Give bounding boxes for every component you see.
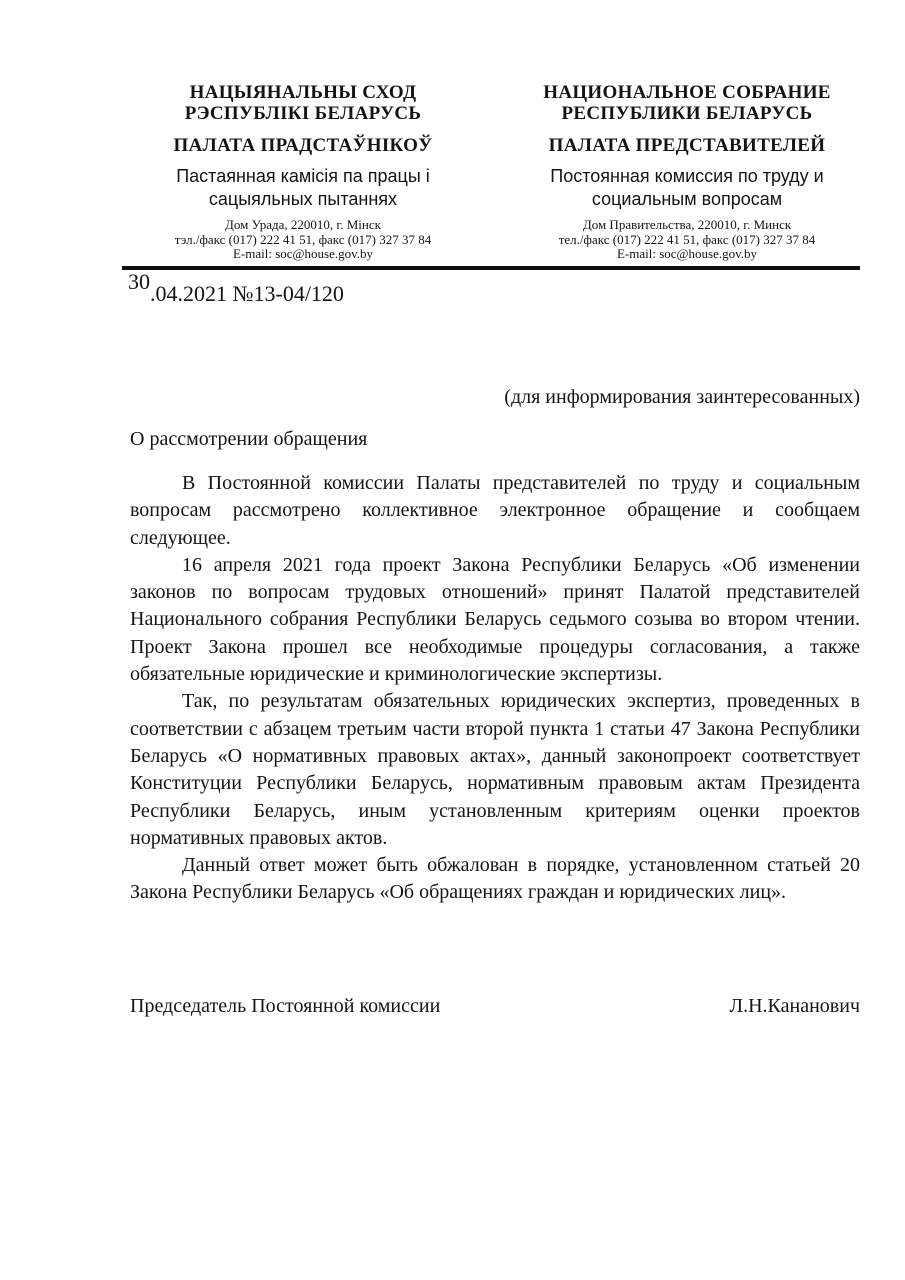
divider-rule: [122, 266, 860, 270]
commission-name-line: социальным вопросам: [591, 189, 783, 209]
body-paragraph: В Постоянной комиссии Палаты представителей по труду и социальным вопросам рассмотрено коллективное электронное обращение и сообщаем следующее.: [130, 472, 860, 549]
address-line: Дом Правительства, 220010, г. Минск: [582, 217, 792, 232]
org-name-line: РЕСПУБЛИКИ БЕЛАРУСЬ: [561, 103, 813, 124]
letterhead: [128, 82, 862, 262]
org-name-line: НАЦИОНАЛЬНОЕ СОБРАНИЕ: [543, 82, 831, 103]
address-line: Дом Урада, 220010, г. Мінск: [225, 217, 381, 232]
email-line: E-mail: soc@house.gov.by: [232, 246, 374, 261]
letter-body: [130, 470, 860, 907]
body-paragraph: Так, по результатам обязательных юридических экспертиз, проведенных в соответствии с абзацем третьим части второй пункта 1 статьи 47 Закона Республики Беларусь «О нормативных правовых актах», данный законопроект соответствует Конституции Республики Беларусь, нормативным правовым актам Президента Республики Беларусь, иным установленным критериям оценки проектов нормативных правовых актов.: [130, 690, 860, 849]
subject-line: О рассмотрении обращения: [130, 428, 368, 450]
body-paragraph: Данный ответ может быть обжалован в порядке, установленном статьей 20 Закона Республики Беларусь «Об обращениях граждан и юридических лиц».: [130, 854, 860, 904]
contact-block: [128, 218, 478, 262]
commission-name: [512, 165, 862, 211]
contact-block: [512, 218, 862, 262]
commission-name-line: Постоянная комиссия по труду и: [550, 166, 824, 186]
chamber-name: ПАЛАТА ПРЕДСТАВИТЕЛЕЙ: [548, 135, 826, 156]
signature-block: [130, 995, 860, 1018]
commission-name-line: Пастаянная камісія па працы і: [176, 166, 430, 186]
reference-line: [128, 269, 344, 307]
phone-line: тэл./факс (017) 222 41 51, факс (017) 327 37 84: [174, 231, 432, 247]
signature-title: Председатель Постоянной комиссии: [130, 995, 441, 1017]
letterhead-right: [512, 82, 862, 262]
chamber-name: ПАЛАТА ПРАДСТАЎНІКОЎ: [173, 135, 433, 156]
commission-name-line: сацыяльных пытаннях: [208, 189, 398, 209]
commission-name: [128, 165, 478, 211]
org-name-line: РЭСПУБЛІКІ БЕЛАРУСЬ: [184, 103, 422, 124]
reference-date-number: .04.2021 №13-04/120: [150, 281, 344, 306]
body-paragraph: 16 апреля 2021 года проект Закона Республики Беларусь «Об изменении законов по вопросам трудовых отношений» принят Палатой представителей Национального собрания Республики Беларусь седьмого созыва во втором чтении. Проект Закона прошел все необходимые процедуры согласования, а также обязательные юридические и криминологические экспертизы.: [130, 553, 860, 686]
signature-name: Л.Н.Кананович: [729, 995, 860, 1017]
recipient-note: (для информирования заинтересованных): [504, 386, 860, 408]
reference-day: 30: [128, 269, 150, 294]
email-line: E-mail: soc@house.gov.by: [616, 246, 758, 261]
phone-line: тел./факс (017) 222 41 51, факс (017) 327 37 84: [558, 231, 816, 247]
org-name-line: НАЦЫЯНАЛЬНЫ СХОД: [189, 82, 417, 103]
letterhead-left: [128, 82, 478, 262]
